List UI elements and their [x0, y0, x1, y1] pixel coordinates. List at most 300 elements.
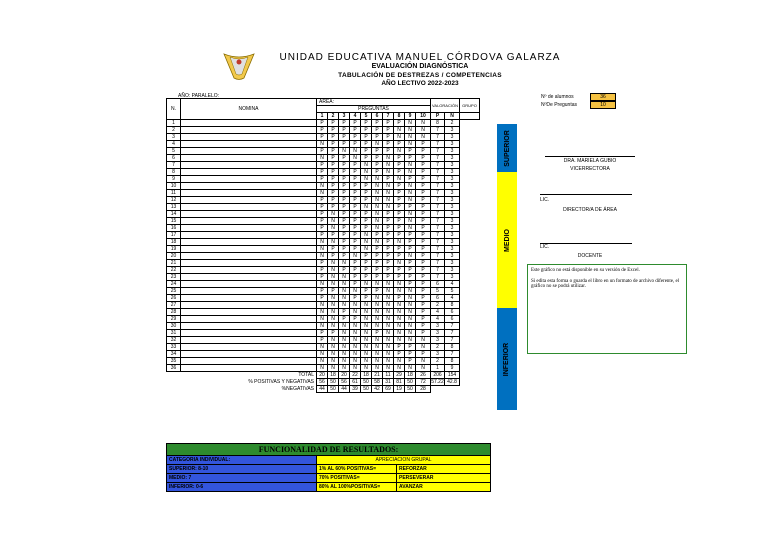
- student-name: [181, 155, 317, 162]
- answer-cell: N: [394, 260, 405, 267]
- question-header: 10: [416, 113, 431, 120]
- answer-cell: P: [394, 183, 405, 190]
- group-cell: [460, 190, 480, 197]
- answer-cell: P: [350, 316, 361, 323]
- answer-cell: N: [372, 365, 383, 372]
- answer-cell: N: [317, 183, 328, 190]
- answer-cell: P: [339, 127, 350, 134]
- answer-cell: N: [383, 204, 394, 211]
- answer-cell: P: [328, 183, 339, 190]
- student-name: [181, 288, 317, 295]
- answer-cell: P: [350, 260, 361, 267]
- answer-cell: P: [350, 211, 361, 218]
- answer-cell: N: [328, 323, 339, 330]
- answer-cell: P: [416, 281, 431, 288]
- answer-cell: P: [372, 148, 383, 155]
- answer-cell: N: [317, 344, 328, 351]
- student-name: [181, 295, 317, 302]
- total-cell: 18: [405, 372, 416, 379]
- answer-cell: P: [350, 183, 361, 190]
- answer-cell: P: [328, 155, 339, 162]
- header-area: ÁREA:: [317, 99, 431, 106]
- answer-cell: P: [394, 211, 405, 218]
- answer-cell: P: [339, 155, 350, 162]
- answer-cell: P: [383, 134, 394, 141]
- negative-count: 7: [445, 323, 460, 330]
- positive-count: 7: [431, 148, 445, 155]
- answer-cell: P: [383, 260, 394, 267]
- answer-cell: N: [361, 246, 372, 253]
- answer-cell: P: [317, 162, 328, 169]
- group-cell: [460, 281, 480, 288]
- row-number: 15: [167, 218, 181, 225]
- negative-count: 6: [445, 309, 460, 316]
- answer-cell: N: [361, 344, 372, 351]
- answer-cell: N: [328, 225, 339, 232]
- answer-cell: P: [416, 274, 431, 281]
- group-band-inferior: [497, 308, 517, 410]
- table-row: [167, 204, 480, 211]
- answer-cell: P: [339, 190, 350, 197]
- row-number: 13: [167, 204, 181, 211]
- answer-cell: N: [394, 176, 405, 183]
- answer-cell: P: [372, 232, 383, 239]
- percent-neg-cell: 44: [317, 386, 328, 393]
- answer-cell: N: [405, 253, 416, 260]
- answer-cell: P: [361, 260, 372, 267]
- positive-count: 5: [431, 288, 445, 295]
- table-row: [167, 330, 480, 337]
- percent-pos-cell: 72: [416, 379, 431, 386]
- group-cell: [460, 232, 480, 239]
- percent-pos-cell: 50: [405, 379, 416, 386]
- answer-cell: P: [361, 141, 372, 148]
- student-name: [181, 281, 317, 288]
- student-name: [181, 218, 317, 225]
- answer-cell: N: [372, 295, 383, 302]
- percent-pos-cell: 81: [394, 379, 405, 386]
- answer-cell: P: [361, 295, 372, 302]
- table-row: [167, 253, 480, 260]
- results-r2-app: 70% POSITIVAS=: [317, 474, 397, 483]
- group-cell: [460, 169, 480, 176]
- positive-count: 7: [431, 141, 445, 148]
- answer-cell: P: [350, 267, 361, 274]
- answer-cell: P: [328, 190, 339, 197]
- question-header: 5: [361, 113, 372, 120]
- student-name: [181, 337, 317, 344]
- answer-cell: P: [339, 232, 350, 239]
- positive-count: 7: [431, 127, 445, 134]
- answer-cell: N: [361, 302, 372, 309]
- answer-cell: N: [394, 365, 405, 372]
- answer-cell: P: [361, 211, 372, 218]
- total-cell: 206: [431, 372, 445, 379]
- director-prefix: LIC.: [540, 197, 550, 203]
- student-name: [181, 127, 317, 134]
- negative-count: 3: [445, 148, 460, 155]
- docente-prefix: LIC.: [540, 244, 550, 250]
- positive-count: 6: [431, 295, 445, 302]
- table-row: [167, 246, 480, 253]
- answer-cell: P: [350, 120, 361, 127]
- negative-count: 3: [445, 260, 460, 267]
- answer-cell: P: [350, 295, 361, 302]
- group-cell: [460, 246, 480, 253]
- answer-cell: N: [317, 253, 328, 260]
- group-cell: [460, 288, 480, 295]
- answer-cell: N: [416, 365, 431, 372]
- answer-cell: P: [317, 120, 328, 127]
- answer-cell: P: [416, 260, 431, 267]
- answer-cell: P: [350, 274, 361, 281]
- row-number: 34: [167, 351, 181, 358]
- student-name: [181, 316, 317, 323]
- answer-cell: P: [383, 120, 394, 127]
- answer-cell: N: [416, 134, 431, 141]
- group-cell: [460, 274, 480, 281]
- answer-cell: P: [317, 330, 328, 337]
- answer-cell: N: [350, 351, 361, 358]
- percent-neg-cell: 39: [350, 386, 361, 393]
- answer-cell: N: [394, 134, 405, 141]
- answer-cell: P: [361, 274, 372, 281]
- answer-cell: N: [394, 316, 405, 323]
- answer-cell: P: [394, 162, 405, 169]
- table-row: [167, 169, 480, 176]
- answer-cell: P: [383, 148, 394, 155]
- answer-cell: N: [339, 358, 350, 365]
- table-row: [167, 162, 480, 169]
- row-number: 22: [167, 267, 181, 274]
- negative-count: 3: [445, 211, 460, 218]
- answer-cell: P: [394, 351, 405, 358]
- answer-cell: N: [394, 127, 405, 134]
- answer-cell: N: [405, 295, 416, 302]
- table-row: [167, 211, 480, 218]
- percent-neg-row: [167, 386, 480, 393]
- positive-count: 7: [431, 218, 445, 225]
- answer-cell: P: [361, 183, 372, 190]
- table-row: [167, 337, 480, 344]
- student-name: [181, 323, 317, 330]
- row-number: 29: [167, 316, 181, 323]
- student-name: [181, 260, 317, 267]
- group-cell: [460, 218, 480, 225]
- negative-count: 6: [445, 316, 460, 323]
- answer-cell: P: [328, 162, 339, 169]
- table-row: [167, 155, 480, 162]
- negative-count: 3: [445, 225, 460, 232]
- answer-cell: N: [328, 239, 339, 246]
- answer-cell: P: [317, 169, 328, 176]
- positive-count: 7: [431, 183, 445, 190]
- positive-count: 2: [431, 344, 445, 351]
- answer-cell: P: [394, 141, 405, 148]
- answer-cell: N: [405, 190, 416, 197]
- positive-count: 7: [431, 169, 445, 176]
- answer-cell: P: [317, 197, 328, 204]
- answer-cell: N: [416, 127, 431, 134]
- answer-cell: P: [350, 239, 361, 246]
- answer-cell: P: [350, 246, 361, 253]
- row-number: 19: [167, 246, 181, 253]
- answer-cell: P: [350, 127, 361, 134]
- table-row: [167, 239, 480, 246]
- answer-cell: P: [339, 225, 350, 232]
- row-number: 1: [167, 120, 181, 127]
- answer-cell: P: [339, 141, 350, 148]
- negative-count: 3: [445, 190, 460, 197]
- negative-count: 3: [445, 239, 460, 246]
- positive-count: 8: [431, 120, 445, 127]
- answer-cell: N: [405, 218, 416, 225]
- negative-count: 3: [445, 134, 460, 141]
- answer-cell: P: [394, 274, 405, 281]
- answer-cell: N: [405, 120, 416, 127]
- results-r3-app: 80% AL 100%POSITIVAS=: [317, 483, 397, 492]
- answer-cell: P: [350, 225, 361, 232]
- student-name: [181, 225, 317, 232]
- positive-count: 4: [431, 309, 445, 316]
- answer-cell: P: [405, 281, 416, 288]
- vice-name: DRA. MARIELA GUBIO: [563, 158, 617, 164]
- table-row: [167, 197, 480, 204]
- negative-count: 8: [445, 358, 460, 365]
- answer-cell: P: [405, 155, 416, 162]
- answer-cell: N: [361, 239, 372, 246]
- answer-cell: P: [339, 253, 350, 260]
- answer-cell: P: [372, 253, 383, 260]
- student-name: [181, 190, 317, 197]
- answer-cell: P: [405, 176, 416, 183]
- answer-cell: N: [383, 197, 394, 204]
- answer-cell: N: [317, 155, 328, 162]
- answer-cell: P: [372, 127, 383, 134]
- answer-cell: P: [339, 246, 350, 253]
- header-nomina: NOMINA: [181, 99, 317, 120]
- negative-count: 4: [445, 295, 460, 302]
- answer-cell: N: [350, 302, 361, 309]
- student-name: [181, 197, 317, 204]
- header-grupo-blank: [460, 113, 480, 120]
- answer-cell: N: [383, 351, 394, 358]
- percent-neg-cell: 50: [405, 386, 416, 393]
- total-cell: 11: [383, 372, 394, 379]
- answer-cell: N: [361, 330, 372, 337]
- answer-cell: N: [339, 148, 350, 155]
- results-table: [166, 443, 491, 492]
- answer-cell: N: [350, 330, 361, 337]
- row-number: 23: [167, 274, 181, 281]
- negative-count: 3: [445, 127, 460, 134]
- answer-cell: N: [383, 183, 394, 190]
- table-row: [167, 365, 480, 372]
- row-number: 3: [167, 134, 181, 141]
- answer-cell: N: [372, 323, 383, 330]
- answer-cell: P: [361, 127, 372, 134]
- row-number: 14: [167, 211, 181, 218]
- answer-cell: N: [383, 337, 394, 344]
- answer-cell: N: [328, 344, 339, 351]
- question-header: 8: [394, 113, 405, 120]
- answer-cell: N: [350, 155, 361, 162]
- table-row: [167, 295, 480, 302]
- group-cell: [460, 120, 480, 127]
- group-cell: [460, 127, 480, 134]
- table-row: [167, 232, 480, 239]
- answer-cell: P: [372, 120, 383, 127]
- answer-cell: P: [405, 204, 416, 211]
- table-row: [167, 358, 480, 365]
- answer-cell: P: [416, 148, 431, 155]
- answer-cell: P: [394, 155, 405, 162]
- question-header: 9: [405, 113, 416, 120]
- answer-cell: P: [416, 288, 431, 295]
- answer-cell: P: [383, 253, 394, 260]
- negative-count: 3: [445, 218, 460, 225]
- negative-count: 3: [445, 253, 460, 260]
- answer-cell: P: [350, 218, 361, 225]
- total-cell: 21: [372, 372, 383, 379]
- answer-cell: P: [394, 344, 405, 351]
- question-header: 2: [328, 113, 339, 120]
- answer-cell: N: [317, 365, 328, 372]
- percent-pos-cell: 56: [317, 379, 328, 386]
- answer-cell: N: [394, 302, 405, 309]
- answer-cell: P: [350, 281, 361, 288]
- answer-cell: N: [317, 302, 328, 309]
- table-row: [167, 218, 480, 225]
- tabulation-title: TABULACIÓN DE DESTREZAS / COMPETENCIAS: [338, 72, 502, 79]
- answer-cell: N: [361, 351, 372, 358]
- table-row: [167, 309, 480, 316]
- answer-cell: N: [328, 365, 339, 372]
- negative-count: 3: [445, 204, 460, 211]
- answer-cell: P: [416, 225, 431, 232]
- table-row: [167, 134, 480, 141]
- percent-pos-cell: 56: [339, 379, 350, 386]
- answer-cell: N: [372, 176, 383, 183]
- group-cell: [460, 351, 480, 358]
- answer-cell: P: [328, 127, 339, 134]
- answer-cell: P: [328, 246, 339, 253]
- table-row: [167, 148, 480, 155]
- answer-cell: N: [416, 120, 431, 127]
- answer-cell: P: [317, 232, 328, 239]
- answer-cell: N: [383, 358, 394, 365]
- answer-cell: N: [372, 316, 383, 323]
- answer-cell: P: [328, 330, 339, 337]
- evaluation-title: EVALUACIÓN DIAGNÓSTICA: [371, 63, 469, 70]
- answer-cell: N: [328, 351, 339, 358]
- negative-count: 3: [445, 246, 460, 253]
- answer-cell: P: [361, 148, 372, 155]
- negative-count: 7: [445, 337, 460, 344]
- answer-cell: N: [383, 323, 394, 330]
- answer-cell: N: [394, 281, 405, 288]
- student-name: [181, 162, 317, 169]
- student-name: [181, 134, 317, 141]
- answer-cell: N: [383, 344, 394, 351]
- positive-count: 7: [431, 253, 445, 260]
- answer-cell: P: [361, 267, 372, 274]
- answer-cell: N: [383, 169, 394, 176]
- answer-cell: N: [350, 323, 361, 330]
- negative-count: 4: [445, 281, 460, 288]
- row-number: 26: [167, 295, 181, 302]
- answer-cell: N: [361, 316, 372, 323]
- answer-cell: P: [350, 176, 361, 183]
- percent-pos-cell: 58: [372, 379, 383, 386]
- director-signature-line: [540, 194, 632, 195]
- answer-cell: N: [372, 337, 383, 344]
- row-number: 2: [167, 127, 181, 134]
- answer-cell: P: [405, 358, 416, 365]
- negative-count: 3: [445, 274, 460, 281]
- answer-cell: N: [405, 211, 416, 218]
- answer-cell: N: [372, 204, 383, 211]
- answer-cell: P: [416, 295, 431, 302]
- answer-cell: N: [416, 358, 431, 365]
- positive-count: 7: [431, 246, 445, 253]
- answer-cell: P: [394, 169, 405, 176]
- total-label: TOTAL: [298, 372, 314, 379]
- answer-cell: P: [416, 162, 431, 169]
- answer-cell: P: [383, 239, 394, 246]
- group-cell: [460, 141, 480, 148]
- row-number: 27: [167, 302, 181, 309]
- answer-cell: N: [317, 309, 328, 316]
- answer-cell: N: [328, 295, 339, 302]
- answer-cell: P: [383, 274, 394, 281]
- group-cell: [460, 330, 480, 337]
- negative-count: 3: [445, 197, 460, 204]
- answer-cell: P: [317, 267, 328, 274]
- answer-cell: P: [361, 120, 372, 127]
- row-number: 8: [167, 169, 181, 176]
- total-cell: 20: [339, 372, 350, 379]
- student-name: [181, 148, 317, 155]
- director-role: DIRECTOR/A DE ÁREA: [563, 207, 617, 213]
- group-cell: [460, 162, 480, 169]
- answer-cell: P: [339, 316, 350, 323]
- question-header: 4: [350, 113, 361, 120]
- answer-cell: P: [416, 141, 431, 148]
- student-name: [181, 302, 317, 309]
- answer-cell: N: [405, 141, 416, 148]
- results-r1-app: 1% AL 60% POSITIVAS=: [317, 465, 397, 474]
- row-number: 12: [167, 197, 181, 204]
- answer-cell: N: [328, 302, 339, 309]
- group-inferior-label: INFERIOR: [503, 342, 511, 376]
- percent-pos-cell: 50: [328, 379, 339, 386]
- answer-cell: P: [317, 204, 328, 211]
- row-number: 32: [167, 337, 181, 344]
- answer-cell: P: [416, 239, 431, 246]
- row-number: 18: [167, 239, 181, 246]
- answer-cell: N: [383, 309, 394, 316]
- answer-cell: N: [317, 190, 328, 197]
- answer-cell: P: [339, 176, 350, 183]
- answer-cell: N: [405, 337, 416, 344]
- group-medio-label: MEDIO: [503, 228, 511, 252]
- answer-cell: P: [405, 274, 416, 281]
- answer-cell: P: [416, 351, 431, 358]
- results-r1-cat: SUPERIOR: 8-10: [167, 465, 317, 474]
- answer-cell: P: [416, 204, 431, 211]
- footer-blank: [460, 386, 480, 393]
